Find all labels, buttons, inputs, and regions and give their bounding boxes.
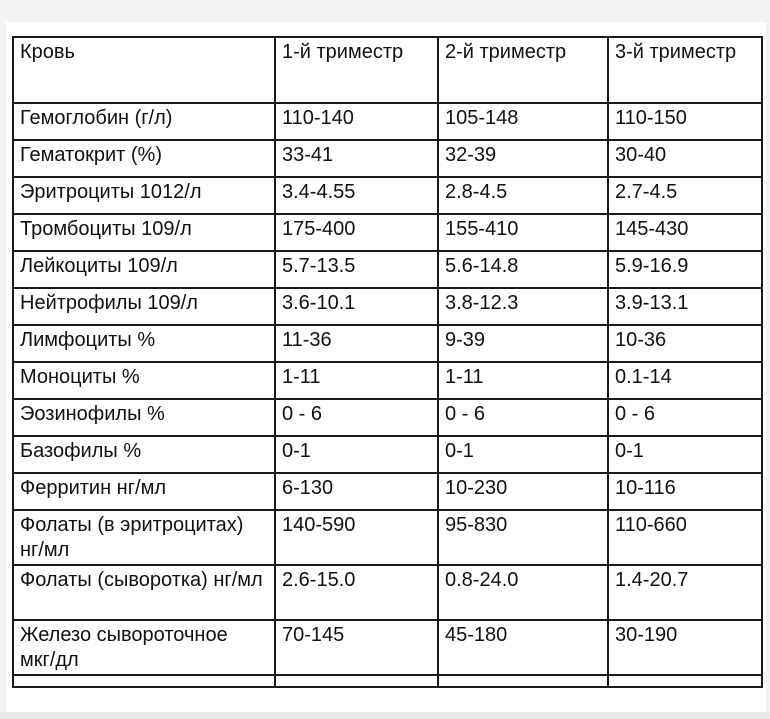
- value-cell: 33-41: [275, 140, 438, 177]
- parameter-cell: Железо сывороточное мкг/дл: [13, 620, 275, 675]
- value-cell: 30-40: [608, 140, 762, 177]
- value-cell: 10-36: [608, 325, 762, 362]
- value-cell: 2.8-4.5: [438, 177, 608, 214]
- parameter-cell: Эритроциты 1012/л: [13, 177, 275, 214]
- table-row: [13, 510, 762, 565]
- value-cell: 0 - 6: [438, 399, 608, 436]
- blood-norms-table: [12, 36, 763, 688]
- table-row: [13, 214, 762, 251]
- table-row: [13, 473, 762, 510]
- value-cell: 6-130: [275, 473, 438, 510]
- table-header-row: [13, 37, 762, 103]
- empty-cell: [438, 675, 608, 687]
- table-row: [13, 565, 762, 620]
- parameter-cell: Эозинофилы %: [13, 399, 275, 436]
- parameter-cell: Гемоглобин (г/л): [13, 103, 275, 140]
- parameter-cell: Лейкоциты 109/л: [13, 251, 275, 288]
- table-row: [13, 251, 762, 288]
- value-cell: 0 - 6: [275, 399, 438, 436]
- value-cell: 2.6-15.0: [275, 565, 438, 620]
- value-cell: 32-39: [438, 140, 608, 177]
- value-cell: 9-39: [438, 325, 608, 362]
- parameter-cell: Гематокрит (%): [13, 140, 275, 177]
- parameter-cell: Фолаты (сыворотка) нг/мл: [13, 565, 275, 620]
- value-cell: 0-1: [275, 436, 438, 473]
- value-cell: 10-116: [608, 473, 762, 510]
- header-cell-trimester-2: 2-й триместр: [438, 37, 608, 103]
- value-cell: 5.9-16.9: [608, 251, 762, 288]
- parameter-cell: Фолаты (в эритроцитах) нг/мл: [13, 510, 275, 565]
- parameter-cell: Моноциты %: [13, 362, 275, 399]
- table-row: [13, 399, 762, 436]
- value-cell: 110-140: [275, 103, 438, 140]
- header-cell-trimester-3: 3-й триместр: [608, 37, 762, 103]
- value-cell: 3.8-12.3: [438, 288, 608, 325]
- value-cell: 95-830: [438, 510, 608, 565]
- value-cell: 1-11: [438, 362, 608, 399]
- table-row: [13, 620, 762, 675]
- value-cell: 175-400: [275, 214, 438, 251]
- parameter-cell: Нейтрофилы 109/л: [13, 288, 275, 325]
- value-cell: 0.8-24.0: [438, 565, 608, 620]
- value-cell: 0.1-14: [608, 362, 762, 399]
- value-cell: 0-1: [608, 436, 762, 473]
- table-row: [13, 436, 762, 473]
- empty-cell: [608, 675, 762, 687]
- value-cell: 155-410: [438, 214, 608, 251]
- value-cell: 45-180: [438, 620, 608, 675]
- value-cell: 105-148: [438, 103, 608, 140]
- value-cell: 145-430: [608, 214, 762, 251]
- value-cell: 140-590: [275, 510, 438, 565]
- value-cell: 110-150: [608, 103, 762, 140]
- header-cell-trimester-1: 1-й триместр: [275, 37, 438, 103]
- parameter-cell: Тромбоциты 109/л: [13, 214, 275, 251]
- document-page: [6, 22, 766, 712]
- empty-cell: [13, 675, 275, 687]
- parameter-cell: Лимфоциты %: [13, 325, 275, 362]
- value-cell: 2.7-4.5: [608, 177, 762, 214]
- value-cell: 3.6-10.1: [275, 288, 438, 325]
- parameter-cell: Ферритин нг/мл: [13, 473, 275, 510]
- value-cell: 5.7-13.5: [275, 251, 438, 288]
- header-cell-blood: Кровь: [13, 37, 275, 103]
- value-cell: 30-190: [608, 620, 762, 675]
- table-row: [13, 103, 762, 140]
- table-row: [13, 177, 762, 214]
- value-cell: 11-36: [275, 325, 438, 362]
- value-cell: 0-1: [438, 436, 608, 473]
- table-row: [13, 325, 762, 362]
- value-cell: 3.4-4.55: [275, 177, 438, 214]
- value-cell: 0 - 6: [608, 399, 762, 436]
- table-row: [13, 140, 762, 177]
- table-row-cut-off: [13, 675, 762, 687]
- value-cell: 1.4-20.7: [608, 565, 762, 620]
- table-row: [13, 288, 762, 325]
- parameter-cell: Базофилы %: [13, 436, 275, 473]
- value-cell: 5.6-14.8: [438, 251, 608, 288]
- value-cell: 70-145: [275, 620, 438, 675]
- table-row: [13, 362, 762, 399]
- value-cell: 1-11: [275, 362, 438, 399]
- bottom-edge-strip: [0, 712, 770, 719]
- value-cell: 110-660: [608, 510, 762, 565]
- value-cell: 10-230: [438, 473, 608, 510]
- value-cell: 3.9-13.1: [608, 288, 762, 325]
- empty-cell: [275, 675, 438, 687]
